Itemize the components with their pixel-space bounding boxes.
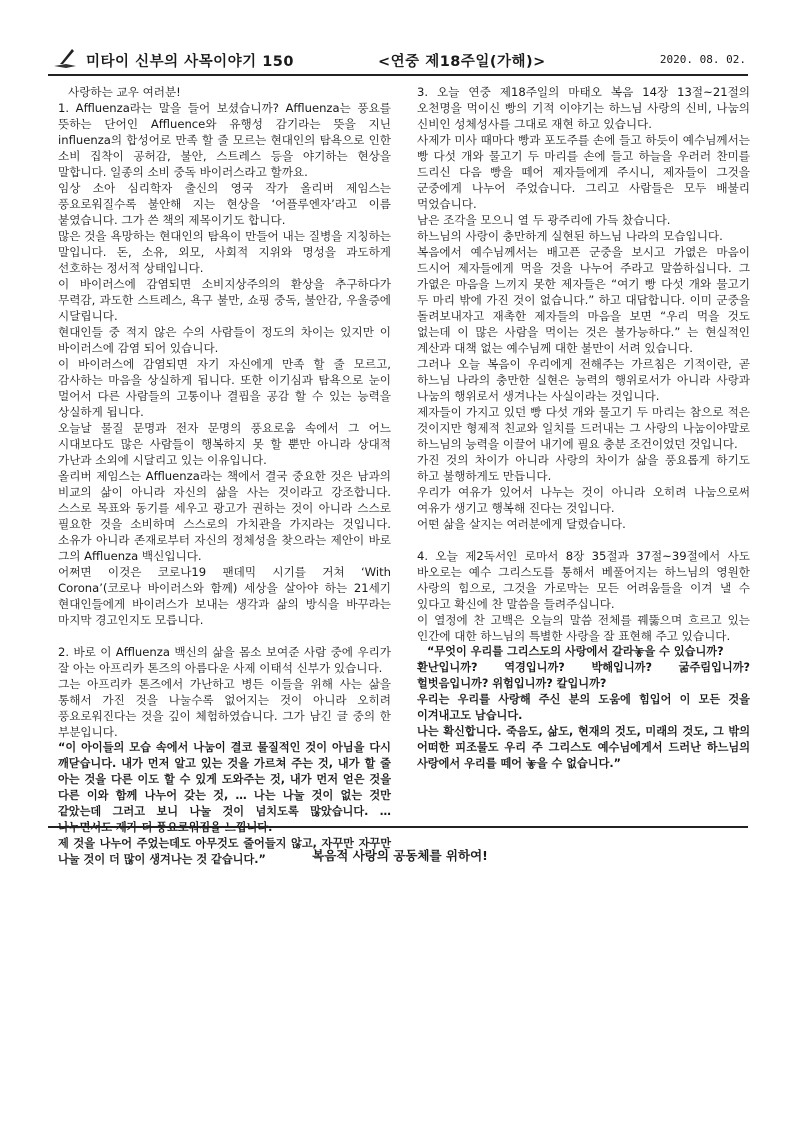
paragraph: 4. 오늘 제2독서인 로마서 8장 35절과 37절~39절에서 사도 바오로는 예수 그리스도를 통해서 베풀어지는 하느님의 영원한 사랑의 힘으로, 그것을 가로막는 모든 어려움들을 이겨 낼 수 있다고 확신에 찬 말씀을 들려주십니다. — [417, 549, 750, 611]
paragraph: 어쩌면 이것은 코로나19 팬데믹 시기를 거쳐 ‘With Corona’(코로나 바이러스와 함께) 세상을 살아야 하는 21세기 현대인들에게 바이러스가 보내는 생각과 삶의 방식을 바꾸라는 마지막 경고인지도 모릅니다. — [58, 565, 391, 627]
paragraph: 복음에서 예수님께서는 배고픈 군중을 보시고 가엾은 마음이 드시어 제자들에게 먹을 것을 나누어 주라고 말씀하십니다. 그 가엾은 마음을 느끼지 못한 제자들은 “여기 빵 다섯 개와 물고기 두 마리 밖에 가진 것이 없습니다.” 하고 대답합니다. 이미 군중을 돌려보내자고 재촉한 제자들의 마음을 보면 “우리 먹을 것도 없는데 이 많은 사람을 먹이는 것은 불가능하다.” 는 현실적인 계산과 대책 없는 예수님께 대한 불만이 서려 있습니다. — [417, 245, 750, 355]
paragraph: 2. 바로 이 Affluenza 백신의 삶을 몸소 보여준 사람 중에 우리가 잘 아는 아프리카 톤즈의 아름다운 사제 이태석 신부가 있습니다. — [58, 645, 391, 675]
pen-writing-icon — [52, 46, 78, 70]
newsletter-title: 미타이 신부의 사목이야기 150 — [86, 54, 294, 70]
footer-divider — [48, 826, 748, 828]
paragraph: 우리는 우리를 사랑해 주신 분의 도움에 힘입어 이 모든 것을 이겨내고도 남습니다. — [417, 693, 750, 722]
paragraph: 이 열정에 찬 고백은 오늘의 말씀 전체를 꿰뚫으며 흐르고 있는 인간에 대한 하느님의 특별한 사랑을 잘 표현해 주고 있습니다. — [417, 613, 750, 643]
paragraph: 그러나 오늘 복음이 우리에게 전해주는 가르침은 기적이란, 곧 하느님 나라의 충만한 실현은 능력의 행위로서가 아니라 사랑과 나눔의 행위로서 생겨나는 사실이라는 것입니다. — [417, 357, 750, 403]
paragraph: 그는 아프리카 톤즈에서 가난하고 병든 이들을 위해 사는 삶을 통해서 가진 것을 나눌수록 없어지는 것이 아니라 오히려 풍요로워진다는 것을 깊이 체험하였습니다. 그가 남긴 글 중의 한 부분입니다. — [58, 677, 391, 739]
paragraph: 이 바이러스에 감염되면 자기 자신에게 만족 할 줄 모르고, 감사하는 마음을 상실하게 됩니다. 또한 이기심과 탐욕으로 눈이 멀어서 다른 사람들의 고통이나 결핍을 공감 할 수 있는 능력을 상실하게 됩니다. — [58, 357, 391, 419]
paragraph: 우리가 여유가 있어서 나누는 것이 아니라 오히려 나눔으로써 여유가 생기고 행복해 진다는 것입니다. — [417, 485, 750, 515]
paragraph: 이 바이러스에 감염되면 소비지상주의의 환상을 추구하다가 무력감, 과도한 스트레스, 욕구 불만, 쇼핑 중독, 불안감, 우울증에 시달립니다. — [58, 277, 391, 323]
paragraph: 환난입니까? 역경입니까? 박해입니까? 굶주림입니까? 헐벗음입니까? 위험입니까? 칼입니까? — [417, 661, 751, 690]
liturgical-day-title: <연중 제18주일(가해)> — [378, 54, 546, 70]
paragraph: 사랑하는 교우 여러분! — [68, 85, 181, 99]
paragraph: 제 것을 나누어 주었는데도 아무것도 줄어들지 않고, 자꾸만 자꾸만 나눌 것이 더 많이 생겨나는 것 같습니다.” — [58, 837, 391, 866]
paragraph: 남은 조각을 모으니 열 두 광주리에 가득 찼습니다. — [417, 213, 671, 227]
right-column — [417, 84, 750, 772]
paragraph: 임상 소아 심리학자 출신의 영국 작가 올리버 제임스는 풍요로워질수록 불안해 지는 현상을 ‘어플루엔자’라고 이름 붙였습니다. 그가 쓴 책의 제목이기도 합니다. — [58, 181, 391, 227]
paragraph: 많은 것을 욕망하는 현대인의 탐욕이 만들어 내는 질병을 지칭하는 말입니다. 돈, 소유, 외모, 사회적 지위와 명성을 과도하게 선호하는 정서적 상태입니다. — [58, 229, 391, 275]
paragraph: “무엇이 우리를 그리스도의 사랑에서 갈라놓을 수 있습니까? — [427, 645, 724, 658]
paragraph: 올리버 제임스는 Affluenza라는 책에서 결국 중요한 것은 남과의 비교의 삶이 아니라 자신의 삶을 사는 것이라고 강조합니다. 스스로 목표와 동기를 세우고 광고가 권하는 것이 아니라 스스로 필요한 것을 소비하며 스스로의 가치관을 가지라는 것입니다. 소유가 아니라 존재로부터 자신의 정체성을 찾으라는 제안이 바로 그의 Affluenza 백신입니다. — [58, 469, 391, 563]
paragraph: 하느님의 사랑이 충만하게 실현된 하느님 나라의 모습입니다. — [417, 229, 723, 243]
paragraph: 사제가 미사 때마다 빵과 포도주를 손에 들고 하듯이 예수님께서는 빵 다섯 개와 물고기 두 마리를 손에 들고 하늘을 우러러 찬미를 드리신 다음 빵을 떼어 제자들에게 주시니, 제자들이 그것을 군중에게 나누어 주었습니다. 그리고 사람들은 모두 배불리 먹었습니다. — [417, 133, 750, 211]
paragraph: “이 아이들의 모습 속에서 나눔이 결코 물질적인 것이 아님을 다시 깨닫습니다. 내가 먼저 알고 있는 것을 가르쳐 주는 것, 내가 할 줄 아는 것을 다른 이도 할 수 있게 도와주는 것, 내가 먼저 얻은 것을 다른 이와 함께 나누어 갖는 것, … 나는 나눌 것이 없는 것만 같았는데 그러고 보니 나눌 것이 넘치도록 많았습니다. … — [58, 741, 391, 818]
paragraph: 1. Affluenza라는 말을 들어 보셨습니까? Affluenza는 풍요를 뜻하는 단어인 Affluence와 유행성 감기라는 뜻을 지닌 influenza의 합성어로 만족 할 줄 모르는 현대인의 탐욕으로 인한 소비 집착이 공허감, 불안, 스트레스 등을 야기하는 현상을 말합니다. 일종의 소비 중독 바이러스라고 할까요. — [58, 101, 391, 179]
footer-motto: 복음적 사랑의 공동체를 위하여! — [312, 848, 488, 863]
paragraph: 제자들이 가지고 있던 빵 다섯 개와 물고기 두 마리는 참으로 적은 것이지만 형제적 친교와 일치를 드러내는 그 사랑의 나눔이야말로 하느님의 능력을 이끌어 내기에 필요 충분 조건이었던 것입니다. — [417, 405, 750, 451]
issue-date: 2020. 08. 02. — [659, 53, 746, 66]
paragraph: 어떤 삶을 살지는 여러분에게 달렸습니다. — [417, 517, 626, 531]
newsletter-header — [48, 44, 748, 76]
paragraph: 나는 확신합니다. 죽음도, 삶도, 현재의 것도, 미래의 것도, 그 밖의 어떠한 피조물도 우리 주 그리스도 예수님에게서 드러난 하느님의 사랑에서 우리를 떼어 놓을 수 없습니다.” — [417, 725, 750, 770]
left-column — [58, 84, 391, 868]
paragraph: 오늘날 물질 문명과 전자 문명의 풍요로움 속에서 그 어느 시대보다도 많은 사람들이 행복하지 못 할 뿐만 아니라 상대적 가난과 소외에 시달리고 있는 이유입니다. — [58, 421, 391, 467]
paragraph: 가진 것의 차이가 아니라 사랑의 차이가 삶을 풍요롭게 하기도 하고 불행하게도 만듭니다. — [417, 453, 750, 483]
paragraph: 현대인들 중 적지 않은 수의 사람들이 정도의 차이는 있지만 이 바이러스에 감염 되어 있습니다. — [58, 325, 391, 355]
paragraph: 3. 오늘 연중 제18주일의 마태오 복음 14장 13절~21절의 오천명을 먹이신 빵의 기적 이야기는 하느님 사랑의 신비, 나눔의 신비인 성체성사를 그대로 재현 하고 있습니다. — [417, 85, 750, 131]
